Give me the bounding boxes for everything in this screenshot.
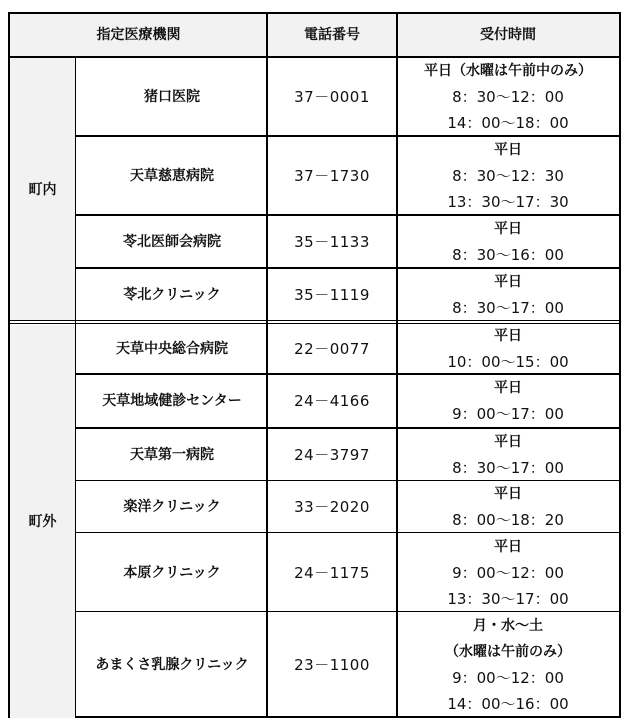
table-row-phone: [267, 429, 397, 480]
table-row-hours: [397, 375, 619, 427]
table-row-name: [77, 137, 267, 214]
table-row-phone: [267, 269, 397, 320]
phone-number: 24－3797: [294, 445, 370, 464]
phone-number: 35－1133: [294, 232, 370, 251]
header-phone: [267, 14, 397, 56]
table-row-hours: [397, 216, 619, 267]
header-hours-label: 受付時間: [480, 27, 536, 43]
header-phone-label: 電話番号: [304, 27, 360, 43]
phone-number: 37－1730: [294, 166, 370, 185]
institution-name: 天草地域健診センター: [102, 393, 242, 409]
hours-time: 9：00～12：00: [452, 564, 564, 582]
table-row-phone: [267, 375, 397, 427]
divider: [75, 135, 619, 137]
group-divider: [10, 323, 619, 324]
institution-name: 猪口医院: [144, 88, 200, 105]
divider: [75, 611, 619, 612]
institution-name: 苓北医師会病院: [123, 233, 221, 250]
category-label: 町内: [28, 181, 57, 198]
hours-time: 13：30～17：00: [447, 590, 569, 608]
table-row-hours: [397, 137, 619, 214]
table-row-name: [77, 269, 267, 320]
table-row-name: [77, 216, 267, 267]
hours-note: （水曜は午前のみ）: [445, 644, 571, 660]
divider: [75, 532, 619, 533]
hours-days: 平日: [494, 539, 522, 555]
hours-time: 8：30～12：00: [452, 87, 564, 106]
hours-days: 平日: [494, 141, 522, 158]
divider: [396, 14, 398, 716]
table-row-hours: [397, 58, 619, 135]
divider: [10, 56, 619, 58]
hours-days: 月・水～土: [473, 618, 543, 634]
table-row-name: [77, 58, 267, 135]
hours-time: 8：30～12：30: [452, 166, 564, 185]
hours-time: 13：30～17：30: [447, 192, 569, 211]
institution-name: 苓北クリニック: [123, 286, 221, 303]
table-row-name: [77, 375, 267, 427]
table-row-hours: [397, 269, 619, 320]
header-hours: [397, 14, 619, 56]
institution-name: 天草慈恵病院: [130, 167, 214, 184]
phone-number: 33－2020: [294, 498, 370, 516]
table-row-phone: [267, 216, 397, 267]
table-row-phone: [267, 534, 397, 612]
divider: [75, 267, 619, 269]
table-row-name: [77, 534, 267, 612]
table-row-hours: [397, 325, 619, 373]
table-row-name: [77, 429, 267, 480]
phone-number: 37－0001: [294, 87, 370, 106]
hours-time: 14：00～16：00: [447, 695, 569, 713]
table-row-phone: [267, 613, 397, 717]
phone-number: 23－1100: [294, 656, 370, 674]
phone-number: 22－0077: [294, 340, 370, 358]
institution-name: 天草第一病院: [130, 446, 214, 463]
group-divider: [10, 320, 619, 321]
divider: [75, 480, 619, 481]
hours-days: 平日: [494, 220, 522, 237]
hours-days: 平日: [494, 328, 522, 344]
table-row-phone: [267, 58, 397, 135]
hours-days: 平日: [494, 380, 522, 396]
phone-number: 35－1119: [294, 285, 370, 304]
hours-days: 平日: [494, 486, 522, 502]
divider: [75, 427, 619, 429]
hours-time: 10：00～15：00: [447, 353, 569, 371]
hours-time: 9：00～12：00: [452, 669, 564, 687]
hours-time: 8：30～17：00: [452, 298, 564, 317]
hours-days: 平日: [494, 273, 522, 290]
hours-time: 8：30～17：00: [452, 458, 564, 477]
divider: [75, 214, 619, 216]
hours-time: 14：00～18：00: [447, 113, 569, 132]
table-row-hours: [397, 534, 619, 612]
medical-institutions-table: [8, 12, 621, 718]
header-institution: [10, 14, 267, 56]
divider: [75, 373, 619, 375]
hours-days: 平日: [494, 433, 522, 450]
category-cell-town-inside: [10, 58, 75, 321]
table-row-phone: [267, 137, 397, 214]
institution-name: 楽洋クリニック: [123, 499, 221, 515]
table-row-hours: [397, 482, 619, 532]
institution-name: あまくさ乳腺クリニック: [95, 657, 249, 673]
divider: [266, 14, 268, 716]
table-row-name: [77, 325, 267, 373]
category-label: 町外: [28, 513, 57, 530]
hours-time: 8：00～18：20: [452, 511, 564, 529]
table-row-name: [77, 613, 267, 717]
hours-time: 8：30～16：00: [452, 245, 564, 264]
phone-number: 24－1175: [294, 564, 370, 582]
table-row-hours: [397, 613, 619, 717]
institution-name: 天草中央総合病院: [116, 341, 228, 357]
divider: [75, 56, 76, 716]
hours-time: 9：00～17：00: [452, 405, 564, 423]
phone-number: 24－4166: [294, 392, 370, 410]
header-institution-label: 指定医療機関: [96, 27, 181, 43]
table-row-phone: [267, 325, 397, 373]
table-row-name: [77, 482, 267, 532]
institution-name: 本原クリニック: [123, 565, 221, 581]
table-row-phone: [267, 482, 397, 532]
table-row-hours: [397, 429, 619, 480]
hours-days: 平日（水曜は午前中のみ）: [424, 62, 592, 79]
category-cell-town-outside: [10, 325, 75, 718]
